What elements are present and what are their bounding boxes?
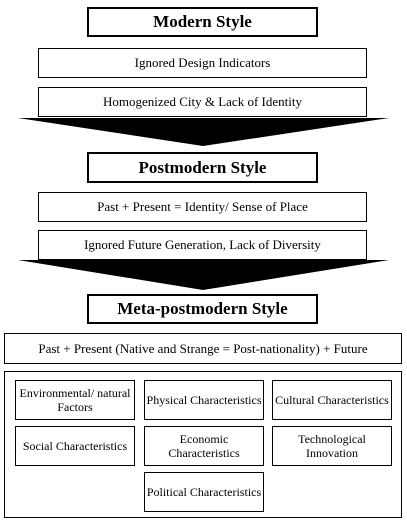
postmodern-item-2: Ignored Future Generation, Lack of Diversity [38, 230, 367, 260]
factor-physical: Physical Characteristics [144, 380, 264, 420]
factor-environmental: Environmental/ natural Factors [15, 380, 135, 420]
modern-style-title: Modern Style [87, 7, 318, 37]
down-arrow-1 [0, 118, 407, 148]
modern-item-1: Ignored Design Indicators [38, 48, 367, 78]
meta-postmodern-style-title: Meta-postmodern Style [87, 294, 318, 324]
factor-political: Political Characteristics [144, 472, 264, 512]
factor-economic: Economic Characteristics [144, 426, 264, 466]
modern-item-2: Homogenized City & Lack of Identity [38, 87, 367, 117]
postmodern-item-1: Past + Present = Identity/ Sense of Place [38, 192, 367, 222]
factor-social: Social Characteristics [15, 426, 135, 466]
meta-postmodern-item-1: Past + Present (Native and Strange = Post-nationality) + Future [4, 333, 402, 364]
down-arrow-2 [0, 260, 407, 292]
postmodern-style-title: Postmodern Style [87, 152, 318, 183]
factor-technological: Technological Innovation [272, 426, 392, 466]
factor-cultural: Cultural Characteristics [272, 380, 392, 420]
